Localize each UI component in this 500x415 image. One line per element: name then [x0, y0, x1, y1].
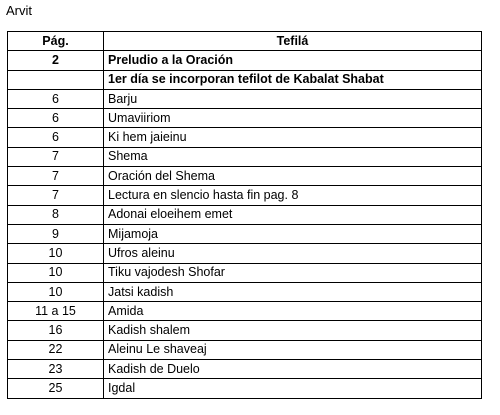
page-number-cell: 25: [8, 379, 104, 398]
tefila-cell: Ki hem jaieinu: [104, 128, 482, 147]
page-number-cell: 11 a 15: [8, 302, 104, 321]
document-title: Arvit: [6, 3, 32, 18]
page-number-cell: 6: [8, 128, 104, 147]
table-row: [8, 302, 482, 321]
table-row: [8, 147, 482, 166]
page-number-cell: 22: [8, 340, 104, 359]
page-number-cell: 7: [8, 147, 104, 166]
table-row: [8, 51, 482, 70]
page-number-cell: 23: [8, 360, 104, 379]
page-number-cell: 2: [8, 51, 104, 70]
page-number-cell: [8, 70, 104, 89]
tefila-cell: Adonai eloeihem emet: [104, 205, 482, 224]
table-row: [8, 263, 482, 282]
tefila-cell: Kadish shalem: [104, 321, 482, 340]
table-row: [8, 379, 482, 398]
tefila-cell: Umaviiriom: [104, 109, 482, 128]
tefila-cell: Tiku vajodesh Shofar: [104, 263, 482, 282]
tefila-cell: 1er día se incorporan tefilot de Kabalat Shabat: [104, 70, 482, 89]
tefila-cell: Preludio a la Oración: [104, 51, 482, 70]
tefila-cell: Kadish de Duelo: [104, 360, 482, 379]
table-row: [8, 244, 482, 263]
table-row: [8, 205, 482, 224]
table-row: [8, 360, 482, 379]
table-header-row: [8, 32, 482, 51]
tefila-cell: Jatsi kadish: [104, 282, 482, 301]
table-row: [8, 109, 482, 128]
page-number-cell: 7: [8, 167, 104, 186]
page-number-cell: 8: [8, 205, 104, 224]
tefila-cell: Amida: [104, 302, 482, 321]
table-row: [8, 70, 482, 89]
page-number-cell: 10: [8, 282, 104, 301]
tefila-cell: Aleinu Le shaveaj: [104, 340, 482, 359]
table-body: [8, 51, 482, 398]
page-number-cell: 6: [8, 89, 104, 108]
table-row: [8, 128, 482, 147]
tefila-cell: Barju: [104, 89, 482, 108]
page-number-cell: 9: [8, 224, 104, 243]
table-row: [8, 167, 482, 186]
tefila-table: [7, 31, 482, 399]
table-row: [8, 282, 482, 301]
page-number-cell: 7: [8, 186, 104, 205]
table-row: [8, 224, 482, 243]
column-header-pag: Pág.: [8, 32, 104, 51]
tefila-cell: Lectura en slencio hasta fin pag. 8: [104, 186, 482, 205]
tefila-cell: Igdal: [104, 379, 482, 398]
table-row: [8, 340, 482, 359]
tefila-cell: Mijamoja: [104, 224, 482, 243]
table-row: [8, 321, 482, 340]
table-row: [8, 89, 482, 108]
tefila-cell: Ufros aleinu: [104, 244, 482, 263]
tefila-cell: Oración del Shema: [104, 167, 482, 186]
page-number-cell: 6: [8, 109, 104, 128]
page-number-cell: 16: [8, 321, 104, 340]
table-row: [8, 186, 482, 205]
column-header-tefila: Tefilá: [104, 32, 482, 51]
page-number-cell: 10: [8, 244, 104, 263]
page-number-cell: 10: [8, 263, 104, 282]
tefila-cell: Shema: [104, 147, 482, 166]
